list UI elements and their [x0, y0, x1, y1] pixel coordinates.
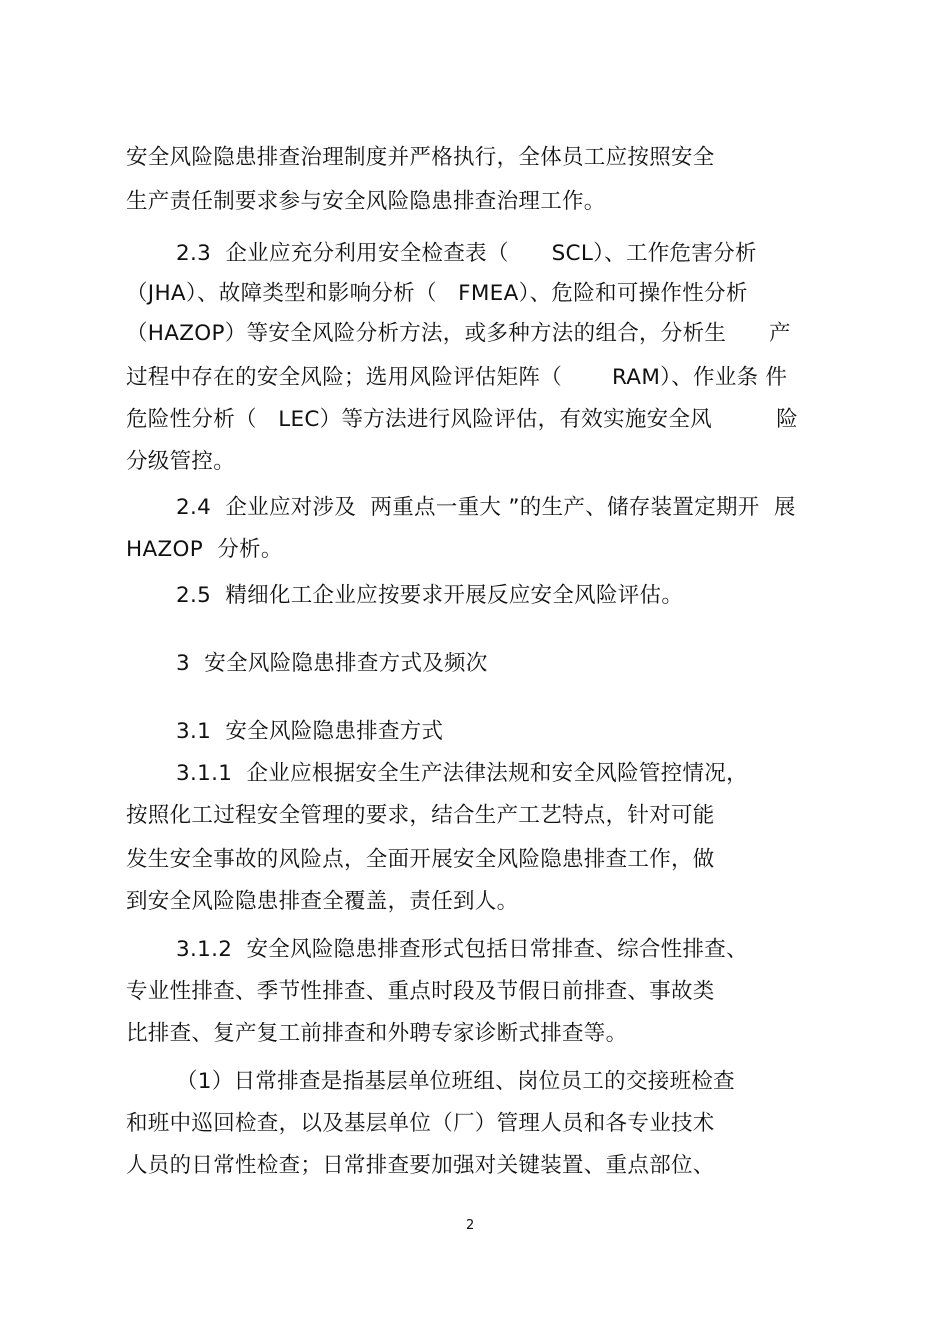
text-line: HAZOP 分析。 [126, 537, 283, 562]
section-heading: 3 安全风险隐患排查方式及频次 [176, 651, 488, 676]
page-number: 2 [466, 1218, 475, 1233]
text-line: 专业性排查、季节性排查、重点时段及节假日前排查、事故类 [126, 979, 715, 1004]
text-line: 2.5 精细化工企业应按要求开展反应安全风险评估。 [176, 583, 684, 608]
text-line: 按照化工过程安全管理的要求，结合生产工艺特点，针对可能 [126, 803, 715, 828]
text-line: 和班中巡回检查，以及基层单位（厂）管理人员和各专业技术 [126, 1111, 715, 1136]
text-line: 生产责任制要求参与安全风险隐患排查治理工作。 [126, 189, 606, 214]
text-line: 比排查、复产复工前排查和外聘专家诊断式排查等。 [126, 1021, 628, 1046]
text-line: 2.3 企业应充分利用安全检查表（ SCL）、工作危害分析 [176, 241, 757, 266]
subsection-heading: 3.1 安全风险隐患排查方式 [176, 719, 444, 744]
text-line: （HAZOP）等安全风险分析方法，或多种方法的组合，分析生 产 [126, 321, 791, 346]
text-line: 发生安全事故的风险点，全面开展安全风险隐患排查工作，做 [126, 847, 715, 872]
text-line: （1）日常排查是指基层单位班组、岗位员工的交接班检查 [176, 1069, 735, 1094]
text-line: 3.1.2 安全风险隐患排查形式包括日常排查、综合性排查、 [176, 937, 748, 962]
text-line: （JHA）、故障类型和影响分析（ FMEA）、危险和可操作性分析 [126, 281, 748, 306]
text-line: 3.1.1 企业应根据安全生产法律法规和安全风险管控情况， [176, 761, 748, 786]
text-line: 安全风险隐患排查治理制度并严格执行，全体员工应按照安全 [126, 145, 715, 170]
text-line: 到安全风险隐患排查全覆盖，责任到人。 [126, 889, 519, 914]
text-line: 2.4 企业应对涉及 两重点一重大 ”的生产、储存装置定期开 展 [176, 495, 796, 520]
text-line: 人员的日常性检查；日常排查要加强对关键装置、重点部位、 [126, 1153, 715, 1178]
text-line: 危险性分析（ LEC）等方法进行风险评估，有效实施安全风 险 [126, 407, 799, 432]
text-line: 分级管控。 [126, 449, 236, 474]
text-line: 过程中存在的安全风险；选用风险评估矩阵（ RAM）、作业条 件 [126, 365, 788, 390]
